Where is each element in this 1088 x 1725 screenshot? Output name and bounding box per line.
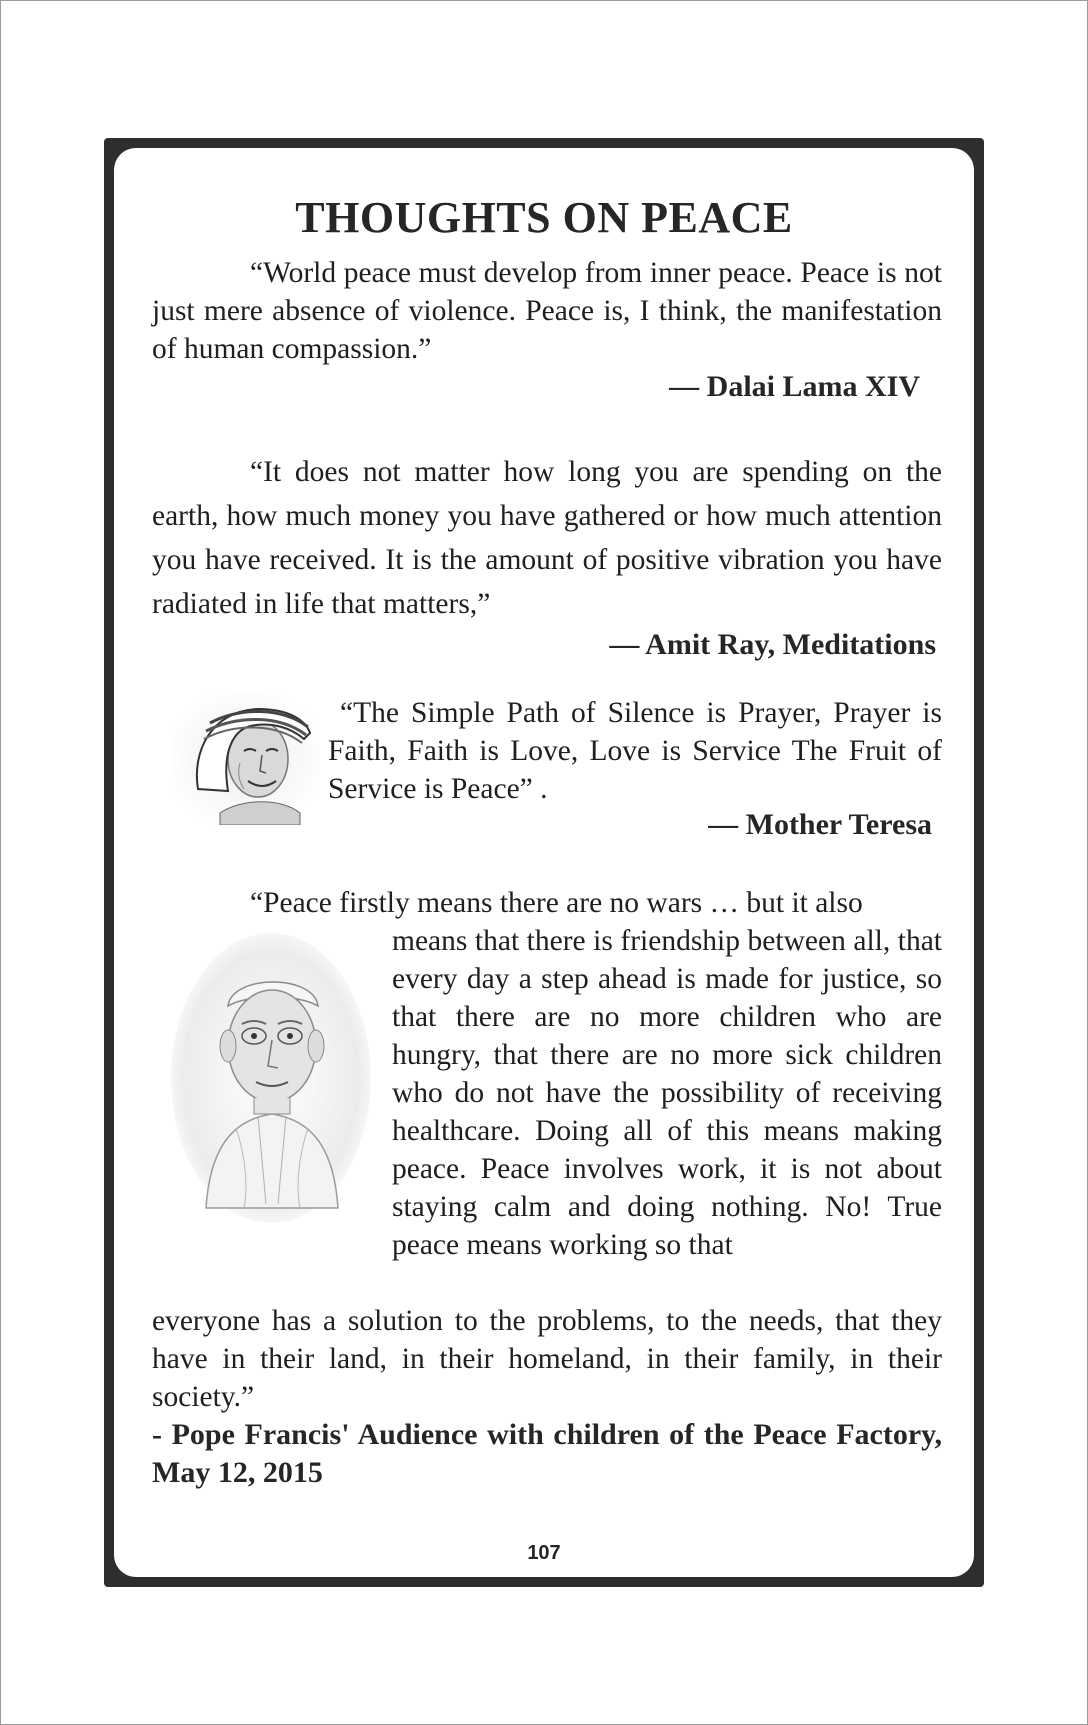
attribution-dalai-lama: — Dalai Lama XIV [669, 370, 920, 403]
quote-dalai-lama [152, 254, 942, 368]
attribution-mother-teresa: — Mother Teresa [708, 808, 932, 841]
pope-francis-portrait-icon [166, 928, 376, 1228]
attribution-pope-francis: - Pope Francis' Audience with children of the Peace Factory, May 12, 2015 [152, 1418, 942, 1489]
quote-mother-teresa: “The Simple Path of Silence is Prayer, Prayer is Faith, Faith is Love, Love is Service The Fruit of Service is Peace” . [328, 697, 942, 805]
quote-card [114, 148, 974, 1577]
quote-panel [104, 138, 984, 1587]
attribution-amit-ray: — Amit Ray, Meditations [609, 628, 936, 661]
quote-pope-closing-text: everyone has a solution to the problems, to the needs, that they have in their land, in their homeland, in their family, in their society.” [152, 1305, 942, 1413]
mother-teresa-portrait-icon [170, 693, 320, 825]
quote-pope-wrapped-text: means that there is friendship between all, that every day a step ahead is made for justice, so that there are no more children who are hungry, that there are no more sick children who do not have the possibility of receiving healthcare. Doing all of this means making peace. Peace involves work, it is not about staying calm and doing nothing. No! True peace means working so that [392, 925, 942, 1261]
quote-pope-first-line: “Peace firstly means there are no wars … but it also [250, 887, 863, 919]
page-title: THOUGHTS ON PEACE [295, 193, 793, 242]
quote-amit-ray [152, 450, 942, 626]
quote-text: “World peace must develop from inner peace. Peace is not just mere absence of violence. Peace is, I think, the manifestation of human compassion.” [152, 257, 942, 365]
page-number: 107 [527, 1542, 561, 1564]
quote-text: “It does not matter how long you are spending on the earth, how much money you have gathered or how much attention you have received. It is the amount of positive vibration you have radiated in life that matters,” [152, 456, 942, 620]
